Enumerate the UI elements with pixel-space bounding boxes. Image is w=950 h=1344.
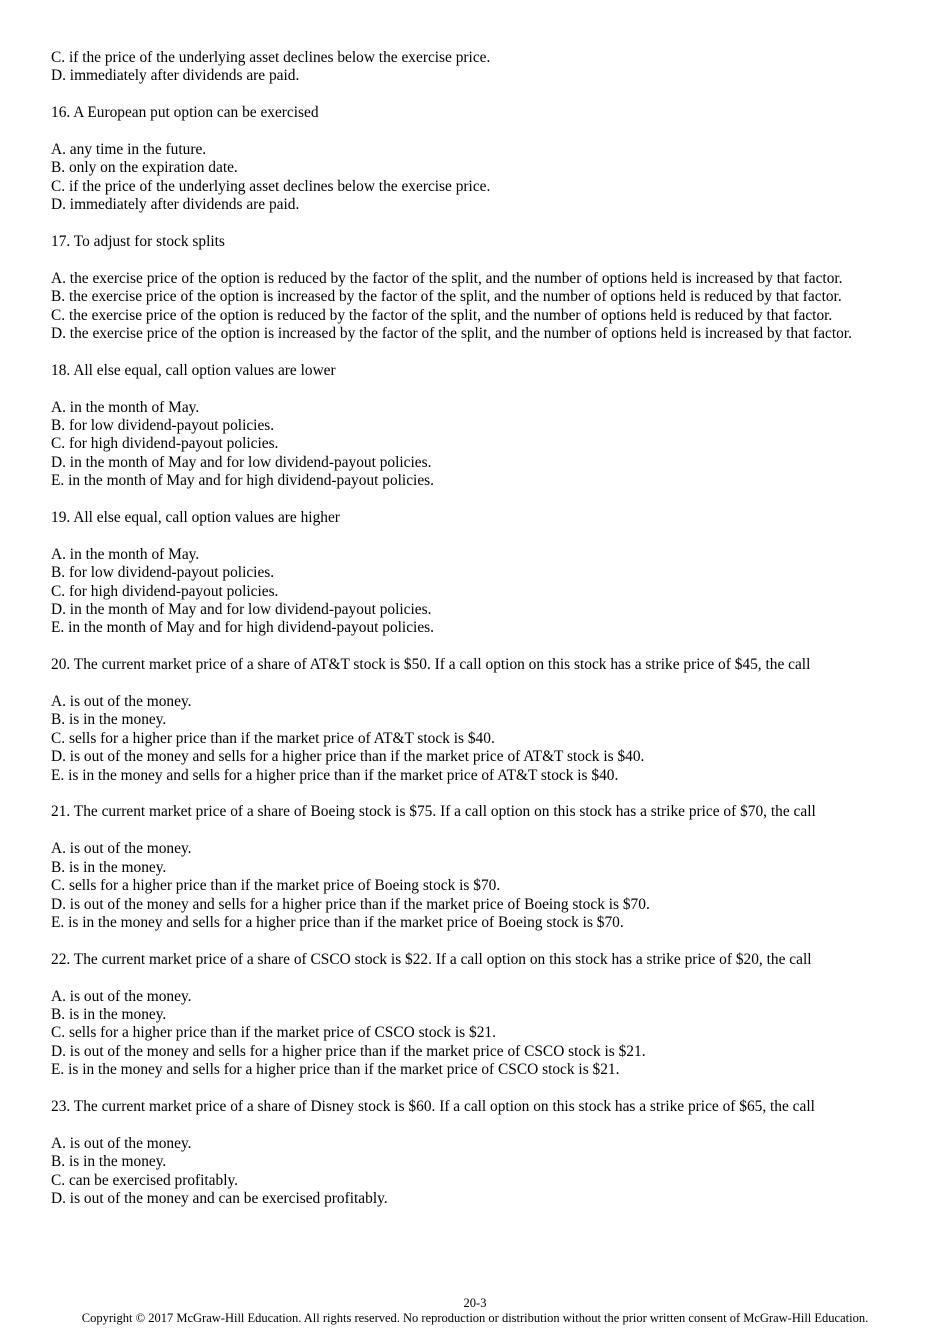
answer-option: D. is out of the money and can be exercised profitably.: [51, 1189, 388, 1207]
answer-option: D. in the month of May and for low dividend-payout policies.: [51, 453, 432, 471]
page-number: 20-3: [463, 1296, 487, 1310]
answer-option: C. for high dividend-payout policies.: [51, 435, 279, 453]
answer-option: C. can be exercised profitably.: [51, 1171, 239, 1189]
question-stem: 17. To adjust for stock splits: [51, 233, 225, 251]
question-20: [51, 656, 931, 785]
answer-option: A. is out of the money.: [51, 840, 192, 858]
answer-option: C. sells for a higher price than if the market price of Boeing stock is $70.: [51, 877, 501, 895]
answer-option: B. only on the expiration date.: [51, 159, 238, 177]
answer-option: B. for low dividend-payout policies.: [51, 564, 275, 582]
answer-option: B. is in the money.: [51, 711, 167, 729]
answer-option: A. is out of the money.: [51, 987, 192, 1005]
answer-option: D. in the month of May and for low dividend-payout policies.: [51, 601, 432, 619]
answer-option: D. is out of the money and sells for a higher price than if the market price of CSCO stock is $21.: [51, 1042, 646, 1060]
answer-option: D. is out of the money and sells for a higher price than if the market price of Boeing stock is $70.: [51, 895, 650, 913]
answer-option: E. in the month of May and for high dividend-payout policies.: [51, 619, 434, 637]
continued-options: [51, 49, 931, 86]
question-21: [51, 803, 931, 932]
answer-option: C. the exercise price of the option is reduced by the factor of the split, and the number of options held is reduced by that factor.: [51, 306, 833, 324]
answer-option: B. for low dividend-payout policies.: [51, 417, 275, 435]
question-stem: 22. The current market price of a share of CSCO stock is $22. If a call option on this stock has a strike price of $20, the call: [51, 950, 812, 968]
question-23: [51, 1098, 931, 1208]
answer-option: C. sells for a higher price than if the market price of AT&T stock is $40.: [51, 729, 495, 747]
answer-option: E. in the month of May and for high dividend-payout policies.: [51, 472, 434, 490]
answer-option: B. the exercise price of the option is increased by the factor of the split, and the number of options held is reduced by that factor.: [51, 288, 842, 306]
question-stem: 21. The current market price of a share of Boeing stock is $75. If a call option on this stock has a strike price of $70, the call: [51, 803, 816, 821]
answer-option: B. is in the money.: [51, 1005, 167, 1023]
answer-option: C. if the price of the underlying asset declines below the exercise price.: [51, 177, 491, 195]
answer-option: A. any time in the future.: [51, 141, 207, 158]
question-22: [51, 951, 931, 1080]
answer-option: B. is in the money.: [51, 1153, 167, 1171]
answer-option: D. the exercise price of the option is increased by the factor of the split, and the number of options held is increased by that factor.: [51, 325, 852, 343]
question-stem: 20. The current market price of a share of AT&T stock is $50. If a call option on this stock has a strike price of $45, the call: [51, 656, 811, 674]
copyright-notice: Copyright © 2017 McGraw-Hill Education. All rights reserved. No reproduction or distribution without the prior written consent of McGraw-Hill Education.: [81, 1311, 869, 1325]
question-stem: 23. The current market price of a share of Disney stock is $60. If a call option on this stock has a strike price of $65, the call: [51, 1097, 815, 1115]
answer-option: D. is out of the money and sells for a higher price than if the market price of AT&T stock is $40.: [51, 748, 645, 766]
answer-option: E. is in the money and sells for a higher price than if the market price of Boeing stock is $70.: [51, 913, 624, 931]
answer-option: A. is out of the money.: [51, 1134, 192, 1152]
answer-option: D. immediately after dividends are paid.: [51, 67, 300, 85]
question-18: [51, 362, 931, 491]
answer-option: D. immediately after dividends are paid.: [51, 196, 300, 214]
answer-option: C. for high dividend-payout policies.: [51, 582, 279, 600]
answer-option: A. in the month of May.: [51, 545, 200, 563]
document-page: [51, 49, 931, 1208]
question-17: [51, 233, 931, 343]
answer-option: C. if the price of the underlying asset declines below the exercise price.: [51, 49, 491, 66]
question-stem: 19. All else equal, call option values are higher: [51, 509, 340, 527]
answer-option: B. is in the money.: [51, 858, 167, 876]
answer-option: A. is out of the money.: [51, 693, 192, 711]
answer-option: E. is in the money and sells for a higher price than if the market price of CSCO stock is $21.: [51, 1061, 620, 1079]
question-16: [51, 104, 931, 214]
answer-option: A. the exercise price of the option is reduced by the factor of the split, and the number of options held is increased by that factor.: [51, 269, 843, 287]
answer-option: C. sells for a higher price than if the market price of CSCO stock is $21.: [51, 1024, 496, 1042]
answer-option: E. is in the money and sells for a higher price than if the market price of AT&T stock is $40.: [51, 766, 619, 784]
question-stem: 18. All else equal, call option values are lower: [51, 361, 336, 379]
answer-option: A. in the month of May.: [51, 398, 200, 416]
question-stem: 16. A European put option can be exercised: [51, 104, 319, 122]
question-19: [51, 509, 931, 638]
